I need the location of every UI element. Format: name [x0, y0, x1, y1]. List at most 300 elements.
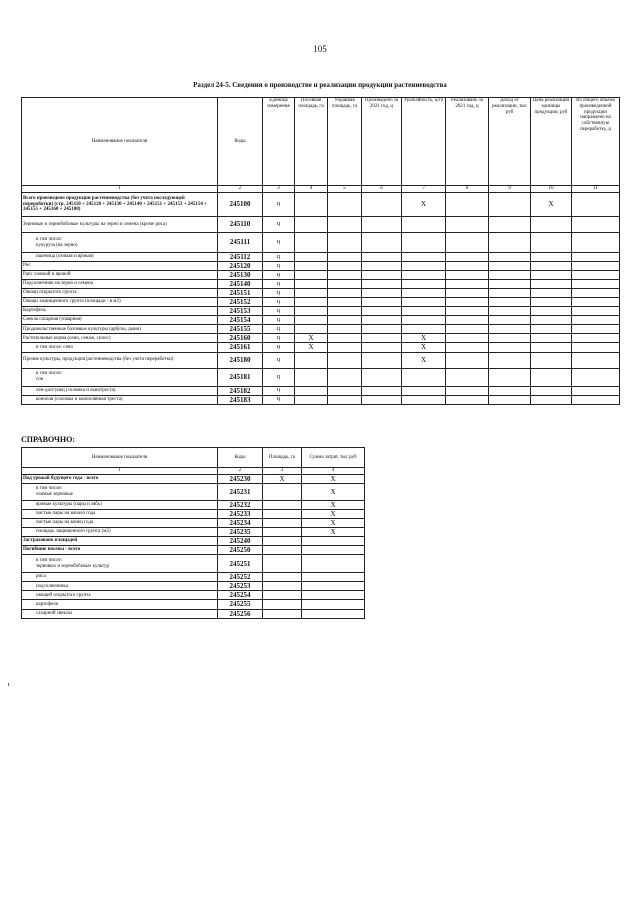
column-number: 3 [263, 186, 295, 193]
unit-cell: ц [263, 316, 295, 325]
sown-area-cell [295, 193, 328, 217]
table-row [22, 537, 365, 546]
produced-cell [362, 280, 402, 289]
column-number: 8 [446, 186, 489, 193]
produced-cell [362, 325, 402, 334]
code-cell: 245254 [218, 591, 263, 600]
produced-cell [362, 193, 402, 217]
price-cell [531, 298, 572, 307]
area-cell [263, 591, 302, 600]
price-cell [531, 395, 572, 404]
processing-cell [572, 233, 620, 253]
area-cell [263, 609, 302, 618]
price-cell [531, 262, 572, 271]
income-cell [489, 307, 531, 316]
produced-cell [362, 271, 402, 280]
harvested-area-cell [328, 343, 362, 352]
processing-cell [572, 193, 620, 217]
produced-cell [362, 395, 402, 404]
column-number: 10 [531, 186, 572, 193]
processing-cell [572, 334, 620, 343]
code-cell: 245235 [218, 528, 263, 537]
unit-cell: ц [263, 280, 295, 289]
price-cell [531, 289, 572, 298]
indicator-name-cell [22, 546, 218, 555]
indicator-name: Под урожай будущего года - всего [23, 476, 99, 482]
yield-cell [402, 217, 446, 233]
column-number: 6 [362, 186, 402, 193]
sown-area-cell [295, 289, 328, 298]
table-header-row [22, 98, 620, 186]
indicator-name: Овощи открытого грунта [23, 290, 77, 296]
indicator-name: Овощи защищенного грунта (площади - в м2) [23, 299, 121, 305]
harvested-area-cell [328, 325, 362, 334]
sold-cell [446, 262, 489, 271]
reference-title: СПРАВОЧНО: [21, 435, 75, 444]
indicator-name-cell [22, 510, 218, 519]
sown-area-cell: X [295, 334, 328, 343]
code-cell: 245155 [218, 325, 263, 334]
code-cell: 245231 [218, 484, 263, 501]
indicator-name-cell [22, 334, 218, 343]
cost-cell [302, 546, 365, 555]
code-cell: 245181 [218, 368, 263, 386]
table-row [22, 600, 365, 609]
table-row [22, 298, 620, 307]
produced-cell [362, 386, 402, 395]
area-cell [263, 519, 302, 528]
table-row [22, 395, 620, 404]
harvested-area-cell [328, 386, 362, 395]
area-cell [263, 573, 302, 582]
code-cell: 245120 [218, 262, 263, 271]
sown-area-cell [295, 386, 328, 395]
code-cell: 245251 [218, 555, 263, 573]
area-cell [263, 582, 302, 591]
harvested-area-cell [328, 253, 362, 262]
area-cell [263, 546, 302, 555]
header-cell: Единица измерения [263, 98, 295, 186]
sold-cell [446, 271, 489, 280]
unit-cell: ц [263, 325, 295, 334]
produced-cell [362, 368, 402, 386]
produced-cell [362, 262, 402, 271]
indicator-subname: зерновых и зернобобовых культур [36, 563, 110, 569]
produced-cell [362, 233, 402, 253]
indicator-name-cell [22, 352, 218, 368]
unit-cell: ц [263, 368, 295, 386]
indicator-name-cell [22, 307, 218, 316]
unit-cell: ц [263, 352, 295, 368]
indicator-name-cell [22, 555, 218, 573]
table-row [22, 510, 365, 519]
margin-mark [8, 683, 9, 686]
code-cell: 245100 [218, 193, 263, 217]
harvested-area-cell [328, 217, 362, 233]
sold-cell [446, 316, 489, 325]
price-cell [531, 343, 572, 352]
harvested-area-cell [328, 352, 362, 368]
price-cell [531, 386, 572, 395]
header-cell: Наименование показателя [22, 98, 218, 186]
code-cell: 245252 [218, 573, 263, 582]
code-cell: 245230 [218, 475, 263, 484]
indicator-name-cell [22, 343, 218, 352]
processing-cell [572, 217, 620, 233]
income-cell [489, 343, 531, 352]
sown-area-cell [295, 395, 328, 404]
indicator-name-cell [22, 484, 218, 501]
code-cell: 245160 [218, 334, 263, 343]
unit-cell: ц [263, 271, 295, 280]
production-table [21, 97, 620, 405]
sold-cell [446, 395, 489, 404]
sold-cell [446, 193, 489, 217]
processing-cell [572, 368, 620, 386]
sown-area-cell [295, 316, 328, 325]
table-row [22, 307, 620, 316]
cost-cell: X [302, 519, 365, 528]
area-cell [263, 555, 302, 573]
code-cell: 245240 [218, 537, 263, 546]
produced-cell [362, 289, 402, 298]
indicator-subname: кукуруза (на зерно) [36, 242, 78, 248]
unit-cell: ц [263, 395, 295, 404]
indicator-name: в том числе: [36, 371, 63, 377]
harvested-area-cell [328, 368, 362, 386]
income-cell [489, 262, 531, 271]
sold-cell [446, 386, 489, 395]
indicator-name-cell [22, 600, 218, 609]
sown-area-cell: X [295, 343, 328, 352]
indicator-name-cell [22, 537, 218, 546]
processing-cell [572, 262, 620, 271]
produced-cell [362, 352, 402, 368]
price-cell [531, 316, 572, 325]
area-cell: X [263, 475, 302, 484]
sold-cell [446, 343, 489, 352]
price-cell [531, 271, 572, 280]
processing-cell [572, 289, 620, 298]
code-cell: 245111 [218, 233, 263, 253]
table-row [22, 368, 620, 386]
cost-cell: X [302, 484, 365, 501]
sown-area-cell [295, 253, 328, 262]
table-row [22, 352, 620, 368]
code-cell: 245183 [218, 395, 263, 404]
cost-cell: X [302, 528, 365, 537]
area-cell [263, 537, 302, 546]
header-cell: Сумма затрат, тыс руб [302, 448, 365, 468]
sold-cell [446, 368, 489, 386]
indicator-name-cell [22, 280, 218, 289]
sown-area-cell [295, 262, 328, 271]
yield-cell [402, 233, 446, 253]
income-cell [489, 298, 531, 307]
column-number: 4 [295, 186, 328, 193]
processing-cell [572, 395, 620, 404]
indicator-name-cell [22, 253, 218, 262]
code-cell: 245153 [218, 307, 263, 316]
income-cell [489, 271, 531, 280]
unit-cell: ц [263, 253, 295, 262]
indicator-name: Погибшие посевы - всего [23, 547, 81, 553]
cost-cell [302, 537, 365, 546]
yield-cell [402, 298, 446, 307]
sold-cell [446, 253, 489, 262]
indicator-name: Растительные корма (сено, сенаж, силос) [23, 335, 111, 341]
yield-cell [402, 262, 446, 271]
unit-cell: ц [263, 307, 295, 316]
indicator-name-cell [22, 271, 218, 280]
indicator-name: подсолнечника [36, 583, 68, 589]
header-cell: Урожайность, ц/га [402, 98, 446, 186]
income-cell [489, 395, 531, 404]
produced-cell [362, 343, 402, 352]
indicator-name-cell [22, 217, 218, 233]
indicator-name: площадь защищенного грунта (м2) [36, 529, 111, 535]
processing-cell [572, 343, 620, 352]
produced-cell [362, 316, 402, 325]
table-row [22, 528, 365, 537]
cost-cell [302, 600, 365, 609]
table-row [22, 475, 365, 484]
harvested-area-cell [328, 193, 362, 217]
sown-area-cell [295, 217, 328, 233]
indicator-name: Картофель [23, 308, 46, 314]
table-header-row [22, 448, 365, 468]
section-title: Раздел 24-5. Сведения о производстве и реализации продукции растениеводства [193, 81, 447, 89]
sown-area-cell [295, 280, 328, 289]
indicator-name: в том числе: [36, 558, 63, 564]
code-cell: 245154 [218, 316, 263, 325]
code-cell: 245256 [218, 609, 263, 618]
area-cell [263, 528, 302, 537]
income-cell [489, 233, 531, 253]
column-number: 1 [22, 186, 218, 193]
yield-cell [402, 395, 446, 404]
cost-cell: X [302, 510, 365, 519]
income-cell [489, 334, 531, 343]
unit-cell: ц [263, 298, 295, 307]
harvested-area-cell [328, 316, 362, 325]
table-row [22, 555, 365, 573]
table-row [22, 519, 365, 528]
indicator-subname: соя [36, 377, 43, 383]
processing-cell [572, 386, 620, 395]
price-cell [531, 280, 572, 289]
indicator-name: чистые пары на начало года [36, 511, 96, 517]
indicator-name-cell [22, 501, 218, 510]
indicator-name-cell [22, 528, 218, 537]
price-cell [531, 334, 572, 343]
code-cell: 245152 [218, 298, 263, 307]
sold-cell [446, 217, 489, 233]
code-cell: 245255 [218, 600, 263, 609]
code-cell: 245151 [218, 289, 263, 298]
table-row [22, 501, 365, 510]
processing-cell [572, 280, 620, 289]
code-cell: 245180 [218, 352, 263, 368]
indicator-name-cell [22, 325, 218, 334]
table-row [22, 271, 620, 280]
yield-cell: X [402, 334, 446, 343]
indicator-name: лен-долгунец (соломка и льнотреста) [36, 387, 116, 393]
header-cell: Наименование показателя [22, 448, 218, 468]
indicator-name-cell [22, 298, 218, 307]
yield-cell: X [402, 193, 446, 217]
indicator-name: чистые пары на конец года [36, 520, 94, 526]
sold-cell [446, 289, 489, 298]
cost-cell [302, 555, 365, 573]
column-number-row [22, 468, 365, 475]
table-row [22, 316, 620, 325]
header-cell: Коды [218, 98, 263, 186]
header-cell: Площадь, га [263, 448, 302, 468]
header-cell: Из общего объема произведенной продукции направлено на собственную переработку, ц [572, 98, 620, 186]
table-row [22, 573, 365, 582]
harvested-area-cell [328, 233, 362, 253]
cost-cell: X [302, 475, 365, 484]
table-row [22, 386, 620, 395]
header-cell: Произведено за 2021 год, ц [362, 98, 402, 186]
harvested-area-cell [328, 280, 362, 289]
processing-cell [572, 307, 620, 316]
sold-cell [446, 233, 489, 253]
indicator-name: овощей открытого грунта [36, 592, 91, 598]
sold-cell [446, 280, 489, 289]
income-cell [489, 316, 531, 325]
indicator-name-cell [22, 262, 218, 271]
harvested-area-cell [328, 289, 362, 298]
table-row [22, 546, 365, 555]
table-row [22, 591, 365, 600]
processing-cell [572, 253, 620, 262]
processing-cell [572, 298, 620, 307]
indicator-name: риса [36, 574, 46, 580]
income-cell [489, 289, 531, 298]
unit-cell: ц [263, 193, 295, 217]
sown-area-cell [295, 307, 328, 316]
processing-cell [572, 352, 620, 368]
code-cell: 245250 [218, 546, 263, 555]
column-number: 5 [328, 186, 362, 193]
indicator-name: картофеля [36, 601, 58, 607]
sold-cell [446, 298, 489, 307]
processing-cell [572, 271, 620, 280]
price-cell [531, 253, 572, 262]
price-cell [531, 325, 572, 334]
sold-cell [446, 352, 489, 368]
code-cell: 245234 [218, 519, 263, 528]
header-cell: Цена реализации единицы продукции, руб [531, 98, 572, 186]
table-row [22, 280, 620, 289]
sown-area-cell [295, 233, 328, 253]
indicator-name: Застраховано площадей [23, 538, 78, 544]
unit-cell: ц [263, 262, 295, 271]
yield-cell [402, 289, 446, 298]
price-cell [531, 368, 572, 386]
column-number: 11 [572, 186, 620, 193]
sold-cell [446, 325, 489, 334]
unit-cell: ц [263, 334, 295, 343]
income-cell [489, 352, 531, 368]
unit-cell: ц [263, 386, 295, 395]
indicator-subname: озимые зерновые [36, 492, 73, 498]
column-number: 3 [263, 468, 302, 475]
price-cell [531, 307, 572, 316]
indicator-name: в том числе: [36, 236, 63, 242]
indicator-name-cell [22, 475, 218, 484]
yield-cell [402, 271, 446, 280]
table-row [22, 233, 620, 253]
sold-cell [446, 334, 489, 343]
column-number-row [22, 186, 620, 193]
cost-cell [302, 609, 365, 618]
column-number: 1 [22, 468, 218, 475]
income-cell [489, 217, 531, 233]
area-cell [263, 600, 302, 609]
code-cell: 245253 [218, 582, 263, 591]
area-cell [263, 510, 302, 519]
sown-area-cell [295, 325, 328, 334]
table-row [22, 609, 365, 618]
code-cell: 245232 [218, 501, 263, 510]
cost-cell: X [302, 501, 365, 510]
header-cell: Посевная площадь, га [295, 98, 328, 186]
yield-cell [402, 253, 446, 262]
table-row [22, 193, 620, 217]
reference-table [21, 447, 365, 619]
income-cell [489, 193, 531, 217]
harvested-area-cell [328, 307, 362, 316]
sold-cell [446, 307, 489, 316]
harvested-area-cell [328, 334, 362, 343]
yield-cell: X [402, 343, 446, 352]
table-row [22, 582, 365, 591]
unit-cell: ц [263, 343, 295, 352]
indicator-name-cell [22, 233, 218, 253]
indicator-name-cell [22, 591, 218, 600]
yield-cell [402, 368, 446, 386]
income-cell [489, 253, 531, 262]
harvested-area-cell [328, 271, 362, 280]
income-cell [489, 280, 531, 289]
indicator-name-cell [22, 609, 218, 618]
price-cell [531, 352, 572, 368]
income-cell [489, 386, 531, 395]
indicator-name: яровые культуры (пары и зябь) [36, 502, 102, 508]
produced-cell [362, 253, 402, 262]
indicator-name-cell [22, 386, 218, 395]
sown-area-cell [295, 271, 328, 280]
indicator-name-cell [22, 519, 218, 528]
indicator-name-cell [22, 193, 218, 217]
unit-cell: ц [263, 217, 295, 233]
column-number: 9 [489, 186, 531, 193]
code-cell: 245110 [218, 217, 263, 233]
yield-cell [402, 280, 446, 289]
area-cell [263, 501, 302, 510]
income-cell [489, 368, 531, 386]
produced-cell [362, 307, 402, 316]
yield-cell [402, 325, 446, 334]
code-cell: 245182 [218, 386, 263, 395]
header-cell: Коды [218, 448, 263, 468]
indicator-name: сахарной свеклы [36, 610, 72, 616]
indicator-name: Подсолнечник на зерно и семена [23, 281, 93, 287]
indicator-name: конопля (соломка и коноплянная треста) [36, 396, 123, 402]
